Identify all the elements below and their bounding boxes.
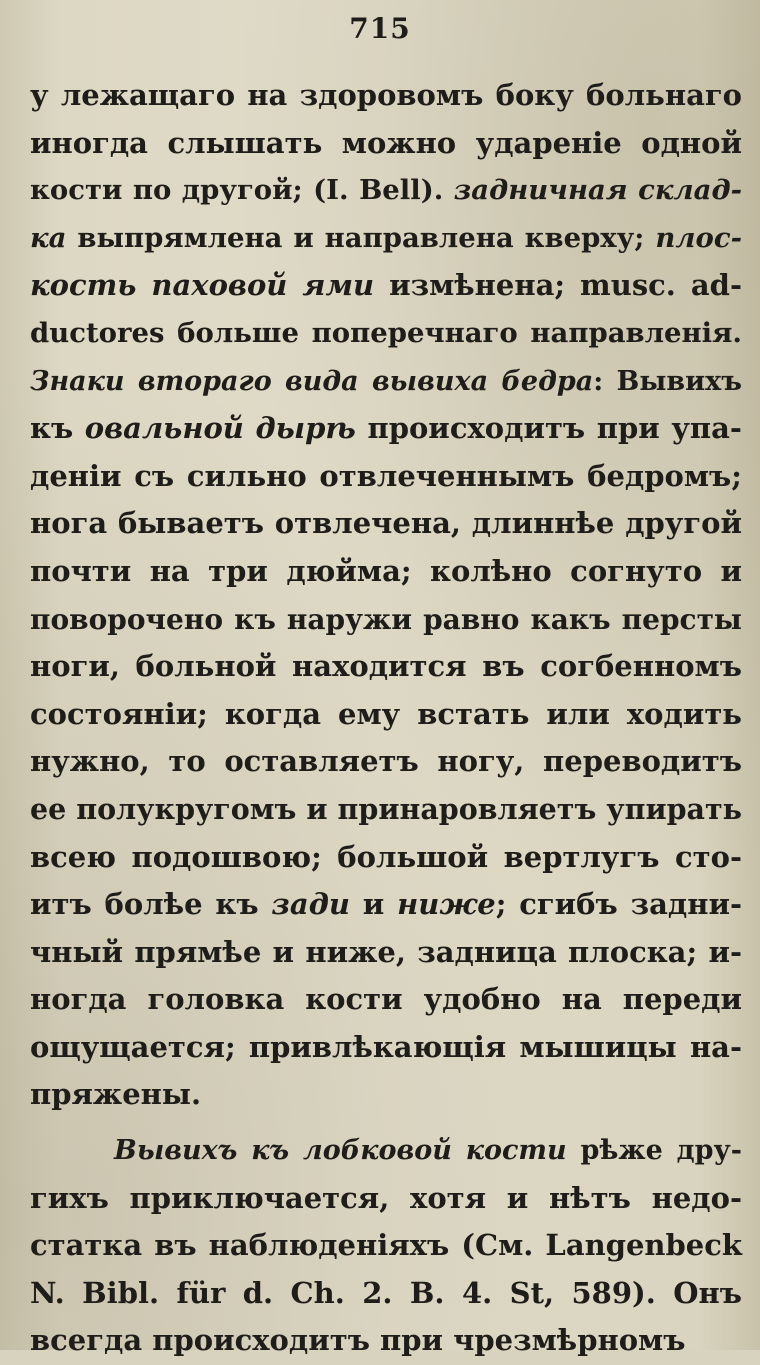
text-run: выпрямлена и направлена кверху; — [66, 221, 656, 254]
text-line — [30, 596, 742, 644]
text-run: всегда происходитъ при чрезмѣрномъ — [30, 1323, 686, 1358]
body-text — [30, 72, 742, 1365]
text-run: у лежащаго на здоровомъ боку больнаго — [30, 78, 742, 112]
text-line — [30, 453, 742, 501]
text-line — [30, 120, 742, 168]
text-run: измѣнена; musc. ad- — [374, 268, 742, 303]
italic-run: кость паховой ями — [30, 268, 375, 303]
text-run: гихъ приключается, хотя и нѣтъ недо- — [30, 1180, 742, 1215]
italic-run: Вывихъ къ лобковой кости — [114, 1135, 567, 1167]
page-number: 715 — [349, 12, 411, 45]
text-run: состояніи; когда ему встать или ходить — [30, 696, 742, 731]
italic-run: ниже — [397, 887, 496, 922]
text-line — [30, 1127, 742, 1175]
text-run: поворочено къ наружи равно какъ персты — [30, 602, 742, 636]
text-run: пряжены. — [30, 1077, 202, 1112]
italic-run: задничная склад- — [453, 174, 742, 207]
italic-run: овальной дырѣ — [84, 411, 356, 446]
text-run: ноги, больной находится въ согбенномъ — [30, 649, 742, 684]
text-line — [30, 500, 742, 548]
italic-run: Знаки втораго вида вывиха бедра — [30, 365, 594, 397]
text-line — [30, 405, 742, 453]
text-line — [30, 215, 742, 263]
text-run: статка въ наблюденіяхъ (См. Langenbeck — [30, 1228, 742, 1263]
text-line — [30, 72, 742, 120]
text-run: N. Bibl. für d. Ch. 2. B. 4. St, 589). Онъ — [30, 1275, 742, 1310]
text-line — [30, 643, 742, 691]
text-line — [30, 881, 742, 929]
text-run: нужно, то оставляетъ ногу, переводитъ — [30, 744, 742, 779]
text-line — [30, 548, 742, 596]
text-line — [30, 310, 742, 358]
text-run: рѣже дру- — [566, 1135, 742, 1167]
text-run: чный прямѣе и ниже, задница плоска; и- — [30, 934, 742, 969]
text-line — [30, 1024, 742, 1072]
text-line — [30, 1317, 742, 1365]
text-run: почти на три дюйма; колѣно согнуто и — [30, 553, 742, 588]
paragraph — [30, 72, 742, 1119]
text-line — [30, 738, 742, 786]
text-line — [30, 976, 742, 1024]
text-run: и — [349, 887, 398, 922]
text-line — [30, 1270, 742, 1318]
text-run: кости по другой; (I. Bell). — [30, 174, 454, 207]
text-line — [30, 1071, 742, 1119]
text-line — [30, 1222, 742, 1270]
text-run: всею подошвою; большой вертлугъ сто- — [30, 839, 742, 874]
text-line — [30, 691, 742, 739]
text-run: къ — [30, 411, 85, 446]
text-line — [30, 262, 742, 310]
text-run: нога бываетъ отвлечена, длиннѣе другой — [30, 506, 742, 541]
text-line — [30, 929, 742, 977]
text-line — [30, 1175, 742, 1223]
italic-run: ка — [30, 221, 67, 254]
text-run: : Вывихъ — [593, 365, 742, 397]
italic-run: плос- — [655, 221, 742, 254]
paragraph — [30, 1127, 742, 1365]
text-run: иногда слышать можно удареніе одной — [30, 125, 742, 160]
text-run: ногда головка кости удобно на переди — [30, 982, 742, 1017]
paragraph-gap — [30, 1119, 742, 1127]
italic-run: зади — [271, 887, 350, 922]
text-run: деніи съ сильно отвлеченнымъ бедромъ; — [30, 458, 742, 493]
text-run: происходитъ при упа- — [355, 411, 742, 446]
text-line — [30, 834, 742, 882]
text-run: ductores больше поперечнаго направленія. — [30, 316, 742, 349]
text-line — [30, 167, 742, 215]
text-run: итъ болѣе къ — [30, 887, 272, 922]
text-line — [30, 358, 742, 406]
text-line — [30, 786, 742, 834]
text-run: ощущается; привлѣкающія мышицы на- — [30, 1029, 742, 1064]
text-run: ее полукругомъ и принаровляетъ упирать — [30, 791, 742, 826]
text-run: ; сгибъ задни- — [495, 887, 742, 922]
